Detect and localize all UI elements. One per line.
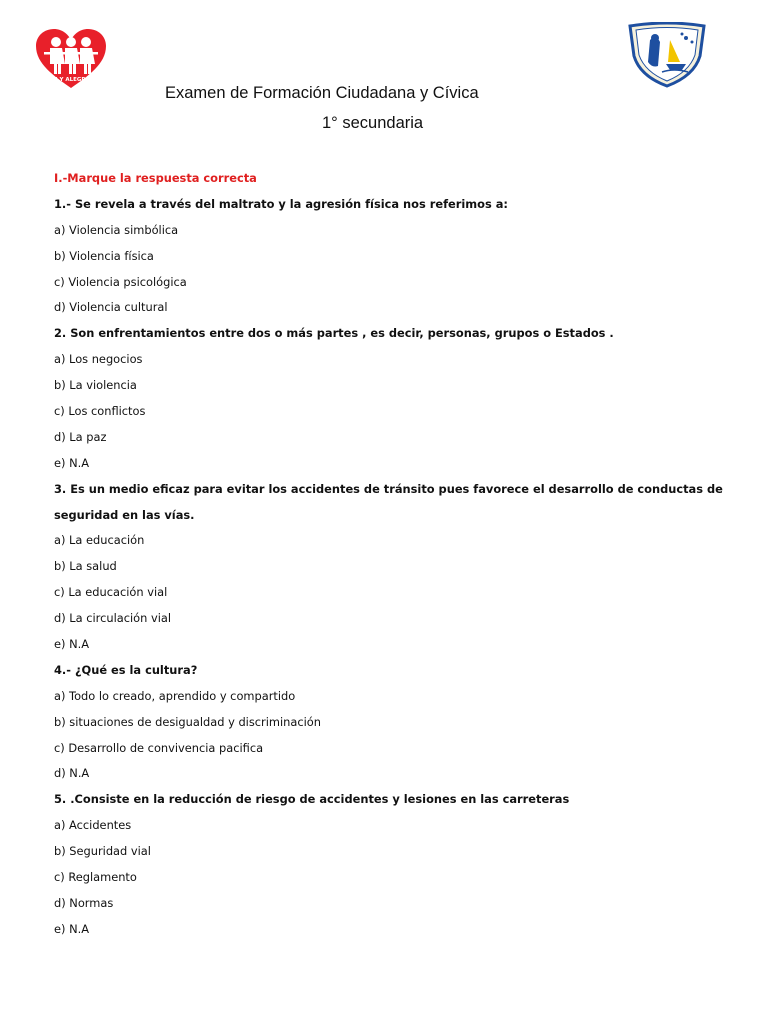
option-1d: d) Violencia cultural bbox=[54, 300, 168, 315]
option-1a: a) Violencia simbólica bbox=[54, 222, 179, 237]
option-5c: c) Reglamento bbox=[54, 870, 137, 885]
option-2d: d) La paz bbox=[54, 429, 107, 444]
question-1: 1.- Se revela a través del maltrato y la agresión física nos referimos a: bbox=[54, 196, 508, 211]
question-5: 5. .Consiste en la reducción de riesgo de accidentes y lesiones en las carreteras bbox=[54, 792, 570, 807]
question-4: 4.- ¿Qué es la cultura? bbox=[54, 662, 198, 677]
option-1c: c) Violencia psicológica bbox=[54, 274, 187, 289]
option-5a: a) Accidentes bbox=[54, 818, 132, 833]
exam-subtitle: 1° secundaria bbox=[322, 114, 424, 132]
option-4c: c) Desarrollo de convivencia pacifica bbox=[54, 740, 264, 755]
section-heading: I.-Marque la respuesta correcta bbox=[54, 171, 257, 185]
option-2a: a) Los negocios bbox=[54, 352, 143, 367]
heart-logo-icon bbox=[34, 28, 108, 90]
fe-y-alegria-logo bbox=[34, 28, 108, 90]
option-3a: a) La educación bbox=[54, 533, 145, 548]
option-3b: b) La salud bbox=[54, 559, 117, 574]
school-crest-logo bbox=[626, 22, 708, 88]
option-2e: e) N.A bbox=[54, 455, 90, 470]
option-4b: b) situaciones de desigualdad y discriminación bbox=[54, 714, 321, 729]
option-3e: e) N.A bbox=[54, 637, 90, 652]
logo-text: FE Y ALEGRIA bbox=[50, 77, 92, 83]
shield-crest-icon bbox=[626, 22, 708, 88]
question-2: 2. Son enfrentamientos entre dos o más partes , es decir, personas, grupos o Estados . bbox=[54, 326, 614, 341]
exam-title: Examen de Formación Ciudadana y Cívica bbox=[165, 84, 479, 102]
option-4d: d) N.A bbox=[54, 766, 90, 781]
option-3c: c) La educación vial bbox=[54, 585, 168, 600]
question-3: 3. Es un medio eficaz para evitar los accidentes de tránsito pues favorece el desarrollo de conductas de bbox=[54, 481, 723, 496]
exam-content bbox=[54, 166, 723, 943]
option-5b: b) Seguridad vial bbox=[54, 844, 151, 859]
option-2b: b) La violencia bbox=[54, 378, 137, 393]
option-5d: d) Normas bbox=[54, 895, 114, 910]
option-4a: a) Todo lo creado, aprendido y compartido bbox=[54, 688, 296, 703]
option-5e: e) N.A bbox=[54, 921, 90, 936]
option-1b: b) Violencia física bbox=[54, 248, 154, 263]
option-3d: d) La circulación vial bbox=[54, 611, 172, 626]
option-2c: c) Los conflictos bbox=[54, 404, 146, 419]
question-3-continuation: seguridad en las vías. bbox=[54, 507, 195, 522]
